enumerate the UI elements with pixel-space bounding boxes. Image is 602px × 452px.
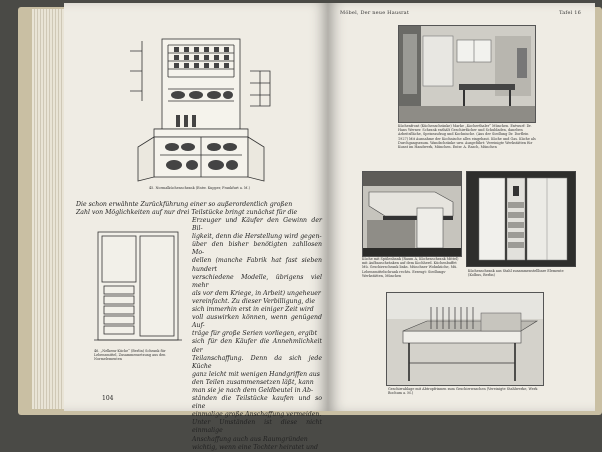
running-header: Möbel, Der neue Hausrat	[340, 10, 410, 16]
normal-cabinet-drawing	[90, 228, 186, 346]
page-edges	[32, 9, 68, 409]
kitchen-photo-2	[362, 171, 462, 257]
left-page	[64, 3, 328, 451]
photo-caption-4: Geschirrablage mit Abtropfrinnen zum Geschirrwaschen (Vereinigte Stahlwerke, Werk Bochum a. M.)	[388, 387, 538, 396]
figure-caption-2: 46. „Nelkens-Küche“ (Berlin) Schrank für Lebensmittel, Zusammensetzung aus den Normelementen	[94, 349, 166, 362]
body-text-top: Die schon erwähnte Zurückführung einer so außerordentlich großen Zahl von Möglichkeiten auf nur drei Teilstücke bringt zunächst für die	[76, 201, 298, 217]
figure-caption-1: 45. Normalküchenschrank (Entw. Kupper, Frankfurt a. M.)	[149, 186, 250, 190]
kitchen-cabinet-drawing	[124, 31, 274, 186]
photo-caption-1: Küchenfront (Küchenschränke) Marke „Kocherthaler“ München. Entwurf: Dr. Hans Werner. Schrank enthält Geschirrfächer und Schubladen, daneben Arbeitsfläche, Speiseaufzug und Kochnische. (Aus der Siedlung Dr. Dorflein 1927) Mit Ausnahme der Kochnische alles eingebaut. Küche und Gas. Küche als Durchgangsraum. Wandschränke usw. Ausgeführt: Vereinigte Werkstätten für Kunst im Handwerk, München. Entw. A. Rasch, München	[398, 124, 536, 150]
kitchen-photo-1	[398, 25, 536, 123]
kitchen-photo-4	[386, 292, 544, 386]
book-spread	[30, 3, 595, 451]
body-text-column: Erzeuger und Käufer den Gewinn der Bil- ligkeit, denn die Herstellung wird gegen- über den bisher benötigten zahllosen Mo- dellen (manche Fabrik hat fast sieben hundert verschiedene Modelle, übrigens viel mehr als vor dem Kriege, in Arbeit) ungeheuer vereinfacht. Zu dieser Verbilligung, die sich immerhin erst in einiger Zeit wird voll auswirken können, wenn genügend Auf- träge für große Serien vorliegen, ergibt sich für den Käufer die Annehmlichkeit der Teilanschaffung. Denn da sich jede Küche ganz leicht mit wenigen Handgriffen aus den Teilen zusammensetzen läßt, kann man sie je nach dem Geldbeutel in Ab- ständen die Teilstücke kaufen und so eine einmalige große Anschaffung vermeiden. Unter Umständen ist diese nicht einmalige Anschaffung auch aus Raumgründen wichtig, wenn eine Tochter heiratet und	[192, 217, 322, 451]
photo-caption-3: Küchenschrank aus Stahl zusammenstellbare Elemente (Kolbus, Berlin)	[468, 269, 564, 278]
kitchen-photo-4-image	[387, 293, 543, 385]
kitchen-photo-3	[466, 171, 576, 267]
photo-caption-2: Küche mit Spülenbank (Raum A, Küchenschrank Mittel) mit Aufbauschränken auf dem Kochherd. Küchenbuffet Mü. Geschirrschrank links. Münchner Wohnküche, Mü. Lebensmittelschrank rechts. Erzeugt: Siedlungs-Werkstätten, München	[362, 257, 459, 278]
kitchen-photo-3-image	[467, 172, 575, 266]
kitchen-photo-1-image	[399, 26, 535, 122]
right-page	[328, 3, 595, 411]
plate-number: Tafel 16	[559, 10, 581, 16]
kitchen-photo-2-image	[363, 172, 461, 256]
page-number: 104	[102, 395, 114, 402]
